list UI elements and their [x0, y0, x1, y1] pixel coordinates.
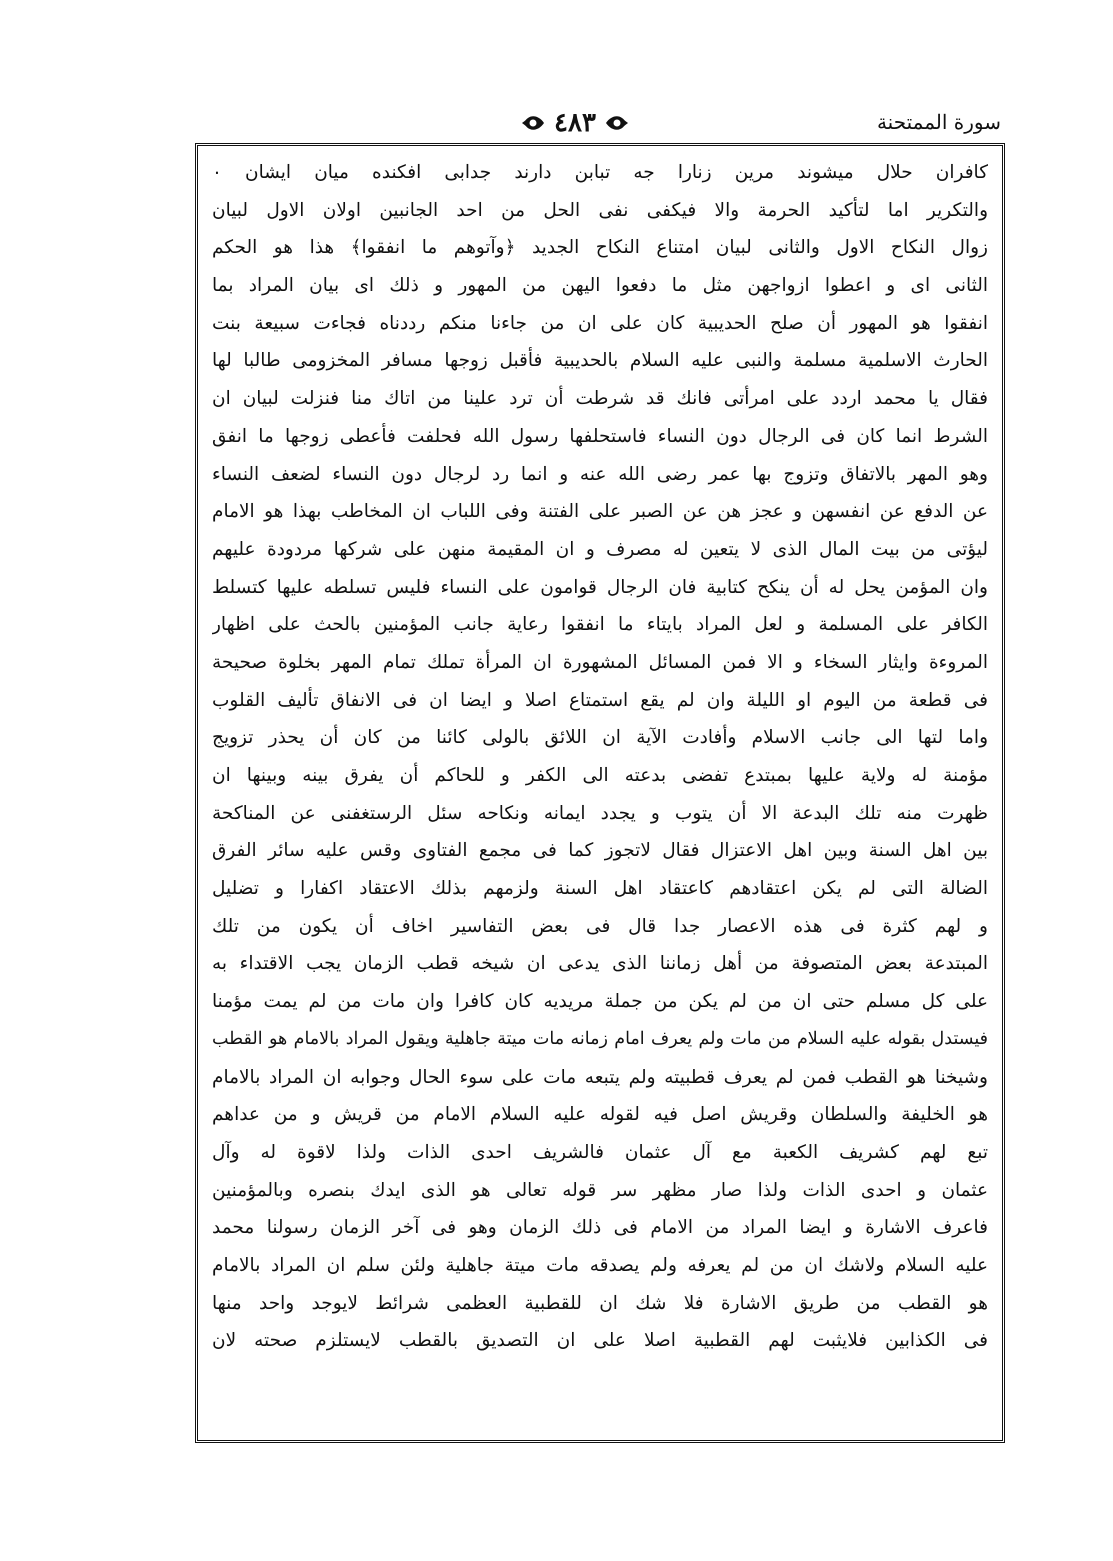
text-line: تبع لهم كشريف الكعبة مع آل عثمان فالشريف احدى الذات ولذا لاقوة له وآل — [212, 1141, 988, 1163]
text-line: الضالة التى لم يكن اعتقادهم كاعتقاد اهل السنة ولزمهم بذلك الاعتقاد اكفارا و تضليل — [212, 878, 988, 900]
text-line: وشيخنا هو القطب فمن لم يعرف قطبيته ولم يتبعه مات على سوء الحال وجوابه ان المراد بالامام — [212, 1066, 988, 1088]
text-line: واما لتها الى جانب الاسلام وأفادت الآية ان اللائق بالولى كائنا من كان أن يحذر تزويج — [212, 727, 988, 749]
text-line: فيستدل بقوله عليه السلام من مات ولم يعرف امام زمانه مات ميتة جاهلية ويقول المراد بالامام هو القطب — [212, 1028, 988, 1049]
text-line: هو الخليفة والسلطان وقريش اصل فيه لقوله عليه السلام الامام من قريش و من عداهم — [212, 1104, 988, 1126]
text-line: فى الكذابين فلايثبت لهم القطبية اصلا على ان التصديق بالقطب لايستلزم صحته لان — [212, 1330, 988, 1352]
text-line: المروءة وايثار السخاء و الا فمن المسائل المشهورة ان المرأة تملك تمام المهر بخلوة صحيحة — [212, 651, 988, 673]
text-line: الشرط انما كان فى الرجال دون النساء فاستحلفها رسول الله فحلفت فأعطى زوجها ما انفق — [212, 425, 988, 447]
text-line: والتكرير اما لتأكيد الحرمة والا فيكفى نفى الحل من احد الجانبين اولان الاول لبيان — [212, 199, 988, 221]
right-ornament-icon — [604, 112, 630, 134]
surah-name: سورة الممتحنة — [876, 110, 1001, 134]
text-line: انفقوا هو المهور أن صلح الحديبية كان على ان من جاءنا منكم رددناه فجاءت سبيعة بنت — [212, 312, 988, 334]
text-line: بين اهل السنة وبين اهل الاعتزال فقال لاتجوز كما فى مجمع الفتاوى وقس عليه سائر الفرق — [212, 840, 988, 862]
page-header — [195, 104, 1009, 144]
text-line: فقال يا محمد اردد على امرأتى فانك قد شرطت أن ترد علينا من اتاك منا فنزلت لبيان ان — [212, 388, 988, 410]
text-line: الكافر على المسلمة و لعل المراد بايتاء ما انفقوا رعاية جانب المؤمنين بالحث على اظهار — [212, 614, 988, 636]
text-line: زوال النكاح الاول والثانى لبيان امتناع النكاح الجديد ﴿وآتوهم ما انفقوا﴾ هذا هو الحكم — [212, 237, 988, 259]
text-line: عليه السلام ولاشك ان من لم يعرفه ولم يصدقه مات ميتة جاهلية ولئن سلم ان المراد بالامام — [212, 1254, 988, 1276]
text-line: فاعرف الاشارة و ايضا المراد من الامام فى ذلك الزمان وهو فى آخر الزمان رسولنا محمد — [212, 1217, 988, 1239]
text-line: الحارث الاسلمية مسلمة والنبى عليه السلام بالحديبية فأقبل زوجها مسافر المخزومى طالبا لها — [212, 350, 988, 372]
body-text — [212, 154, 988, 1360]
left-ornament-icon — [520, 112, 546, 134]
text-line: عثمان و احدى الذات ولذا صار مظهر سر قوله تعالى هو الذى ايدك بنصره وبالمؤمنين — [212, 1179, 988, 1201]
text-line: وهو المهر بالاتفاق وتزوج بها عمر رضى الله عنه و انما رد لرجال دون النساء لضعف النساء — [212, 463, 988, 485]
text-line: المبتدعة بعض المتصوفة من أهل زماننا الذى يدعى ان شيخه قطب الزمان يجب الاقتداء به — [212, 953, 988, 975]
text-line: كافران حلال ميشوند مرين زنارا جه تبابن دارند جدابى افكنده ميان ايشان ٠ — [212, 162, 988, 183]
page-number-block — [505, 106, 645, 140]
text-line: ليؤتى من بيت المال الذى لا يتعين له مصرف و ان المقيمة منهن على شركها مردودة عليهم — [212, 538, 988, 560]
text-line: مؤمنة له ولاية عليها بمبتدع تفضى بدعته الى الكفر و للحاكم أن يفرق بينه وبينها ان — [212, 765, 988, 786]
page-number: ٤٨٣ — [554, 108, 596, 138]
text-line: هو القطب من طريق الاشارة فلا شك ان للقطبية العظمى شرائط لايوجد واحد منها — [212, 1292, 988, 1314]
text-line: عن الدفع عن انفسهن و عجز هن عن الصبر على الفتنة وفى اللباب ان المخاطب بهذا هو الامام — [212, 501, 988, 523]
text-frame — [195, 143, 1005, 1443]
text-line: على كل مسلم حتى ان من لم يكن من جملة مريديه كان كافرا وان مات من لم يمت مؤمنا — [212, 991, 988, 1013]
text-line: ظهرت منه تلك البدعة الا أن يتوب و يجدد ايمانه ونكاحه سئل الرستغفنى عن المناكحة — [212, 802, 988, 824]
text-line: و لهم كثرة فى هذه الاعصار جدا قال فى بعض التفاسير اخاف أن يكون من تلك — [212, 915, 988, 937]
text-line: الثانى اى و اعطوا ازواجهن مثل ما دفعوا اليهن من المهور و ذلك اى بيان المراد بما — [212, 275, 988, 297]
text-line: فى قطعة من اليوم او الليلة وان لم يقع استمتاع اصلا و ايضا ان فى الانفاق تأليف القلوب — [212, 689, 988, 711]
text-line: وان المؤمن يحل له أن ينكح كتابية فان الرجال قوامون على النساء فليس تسلطه عليها كتسلط — [212, 576, 988, 598]
